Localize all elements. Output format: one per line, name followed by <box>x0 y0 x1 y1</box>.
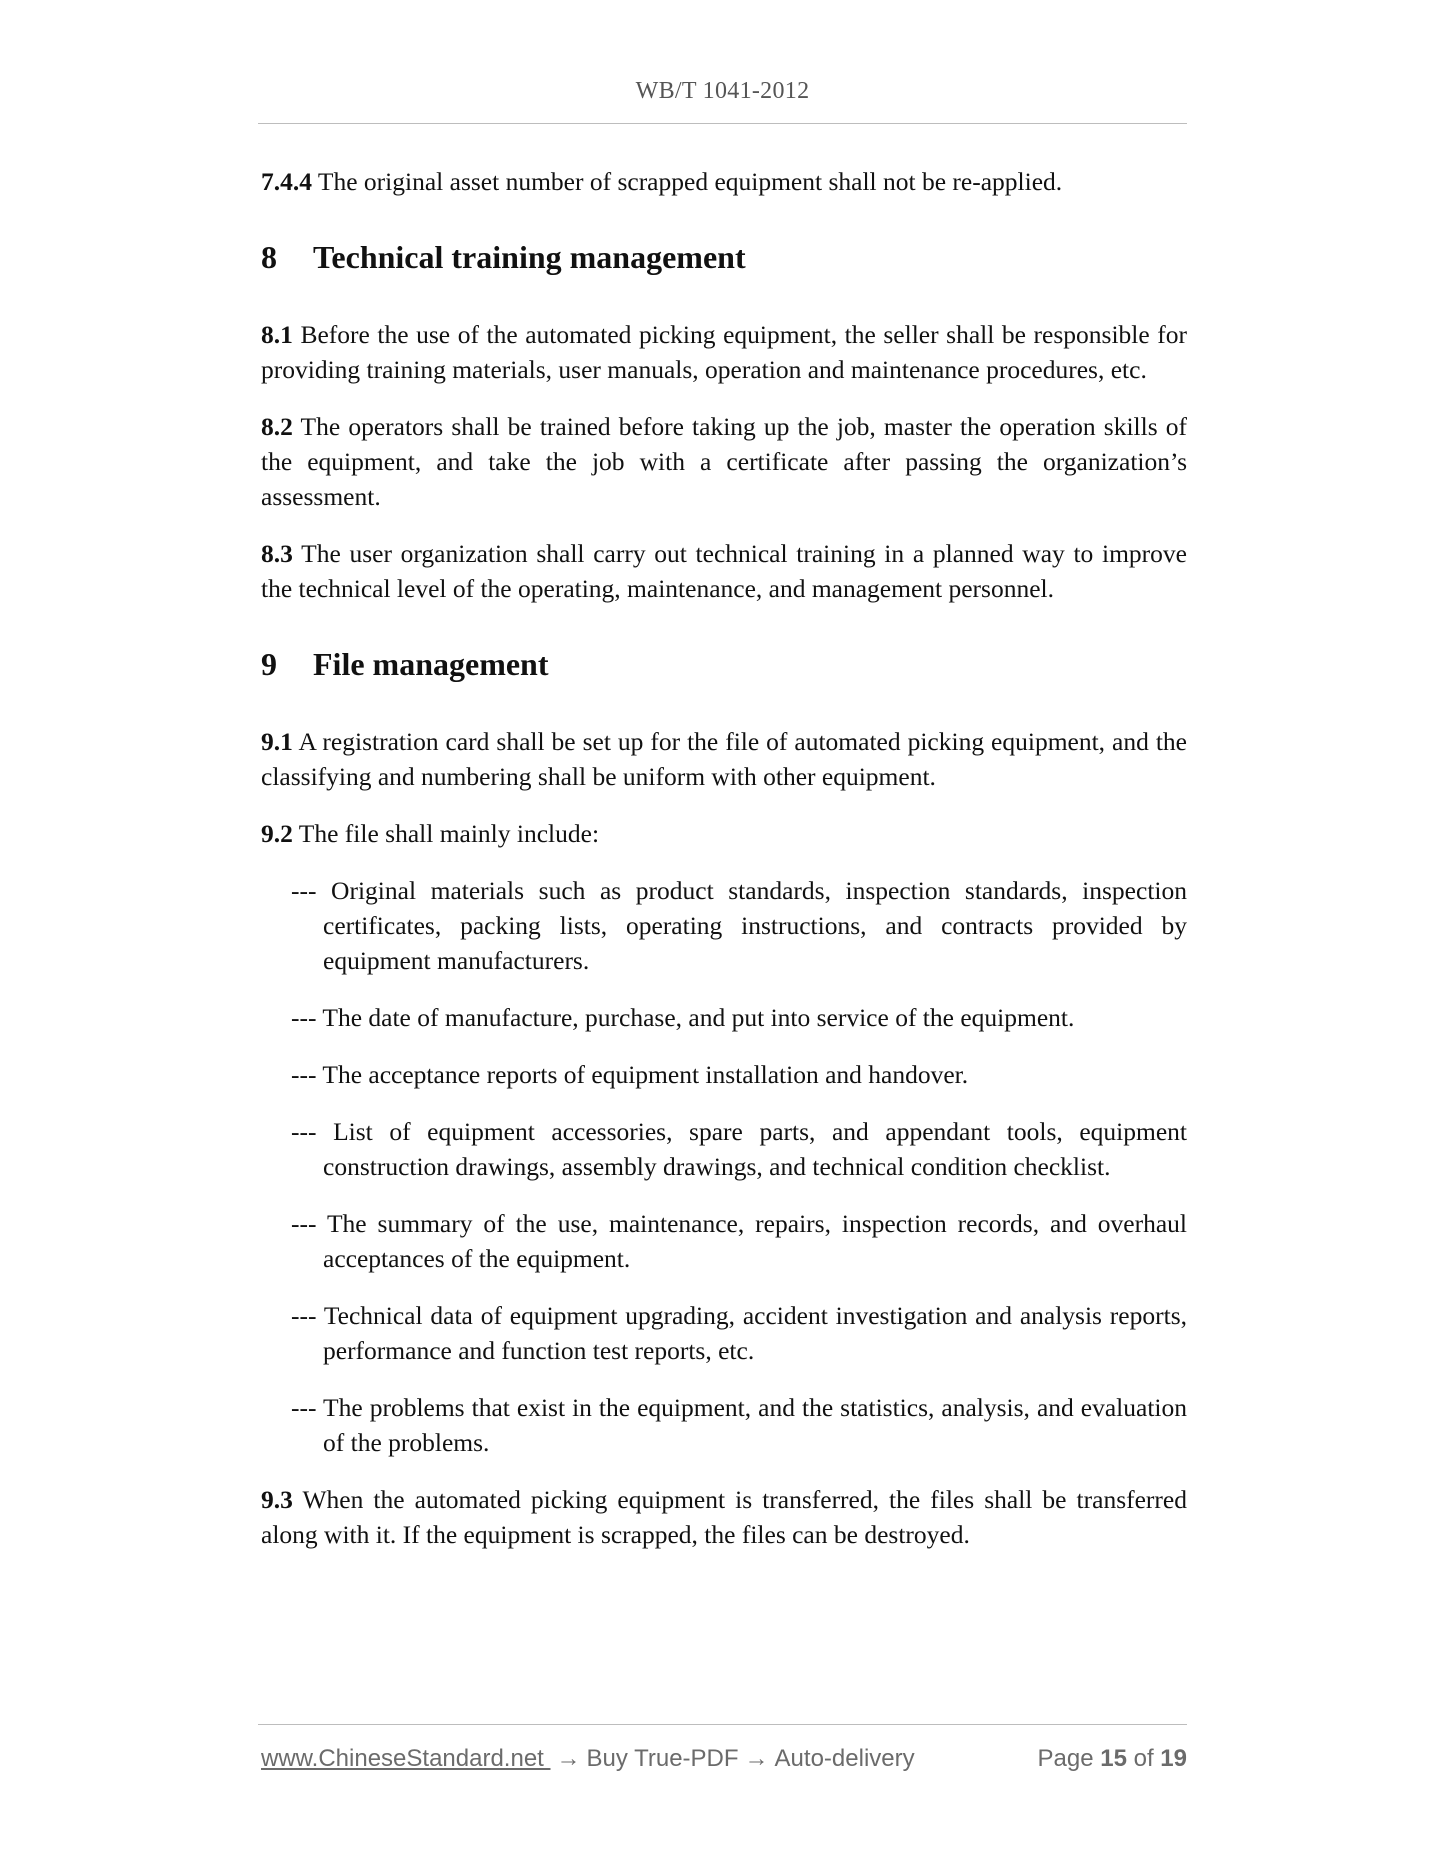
section-number: 8 <box>261 239 277 275</box>
clause-text: The operators shall be trained before taking up the job, master the operation skills of the equipment, and take the job with a certificate after passing the organization’s assessment. <box>261 412 1187 511</box>
clause-number: 7.4.4 <box>261 167 312 196</box>
list-item: --- List of equipment accessories, spare parts, and appendant tools, equipment construction drawings, assembly drawings, and technical condition checklist. <box>291 1117 1187 1181</box>
clause-text: A registration card shall be set up for the file of automated picking equipment, and the classifying and numbering shall be uniform with other equipment. <box>261 727 1187 791</box>
list-item: --- Technical data of equipment upgrading, accident investigation and analysis reports, performance and function test reports, etc. <box>291 1301 1187 1365</box>
clause-7-4-4 <box>261 164 1187 199</box>
clause-number: 9.2 <box>261 819 293 848</box>
clause-number: 9.1 <box>261 727 293 756</box>
page-current: 15 <box>1100 1745 1127 1772</box>
page-indicator <box>1038 1745 1188 1773</box>
list-item: --- The problems that exist in the equipment, and the statistics, analysis, and evaluation of the problems. <box>291 1393 1187 1457</box>
chinesestandard-link[interactable]: www.ChineseStandard.net <box>261 1745 551 1772</box>
clause-text: The file shall mainly include: <box>292 819 600 848</box>
clause-9-1 <box>261 724 1187 794</box>
page-footer <box>261 1745 1187 1773</box>
list-item: --- The acceptance reports of equipment installation and handover. <box>291 1060 969 1089</box>
clause-text: The original asset number of scrapped equipment shall not be re-applied. <box>312 167 1063 196</box>
section-number: 9 <box>261 646 277 682</box>
clause-number: 8.3 <box>261 539 293 568</box>
clause-number: 8.2 <box>261 412 293 441</box>
buy-true-pdf-text: Buy True-PDF <box>586 1745 739 1772</box>
clause-8-1 <box>261 317 1187 387</box>
clause-9-3 <box>261 1482 1187 1552</box>
header-divider <box>258 123 1187 124</box>
clause-8-2 <box>261 409 1187 514</box>
page-total: 19 <box>1160 1745 1187 1772</box>
clause-text: The user organization shall carry out technical training in a planned way to improve the technical level of the operating, maintenance, and management personnel. <box>261 539 1187 603</box>
section-title: Technical training management <box>313 239 746 275</box>
list-item: --- The summary of the use, maintenance, repairs, inspection records, and overhaul acceptances of the equipment. <box>291 1209 1187 1273</box>
footer-divider <box>258 1724 1187 1725</box>
clause-number: 8.1 <box>261 320 293 349</box>
footer-links <box>261 1745 915 1773</box>
page-content <box>261 164 1187 1552</box>
list-item: --- The date of manufacture, purchase, and put into service of the equipment. <box>291 1003 1075 1032</box>
clause-text: Before the use of the automated picking equipment, the seller shall be responsible for providing training materials, user manuals, operation and maintenance procedures, etc. <box>261 320 1187 384</box>
header-doc-id: WB/T 1041-2012 <box>635 78 810 104</box>
page-label: Page <box>1037 1745 1094 1772</box>
clause-text: When the automated picking equipment is transferred, the files shall be transferred along with it. If the equipment is scrapped, the files can be destroyed. <box>261 1485 1187 1549</box>
clause-9-2 <box>261 816 1187 851</box>
auto-delivery-text: Auto-delivery <box>774 1745 915 1772</box>
list-item: --- Original materials such as product standards, inspection standards, inspection certificates, packing lists, operating instructions, and contracts provided by equipment manufacturers. <box>291 876 1187 975</box>
section-heading-9 <box>261 644 1187 684</box>
file-contents-list <box>261 873 1187 1460</box>
clause-number: 9.3 <box>261 1485 293 1514</box>
arrow-right-icon: → <box>556 1745 581 1772</box>
section-heading-8 <box>261 237 1187 277</box>
clause-8-3 <box>261 536 1187 606</box>
page-of-label: of <box>1133 1745 1154 1772</box>
arrow-right-icon: → <box>744 1745 769 1772</box>
section-title: File management <box>313 646 549 682</box>
